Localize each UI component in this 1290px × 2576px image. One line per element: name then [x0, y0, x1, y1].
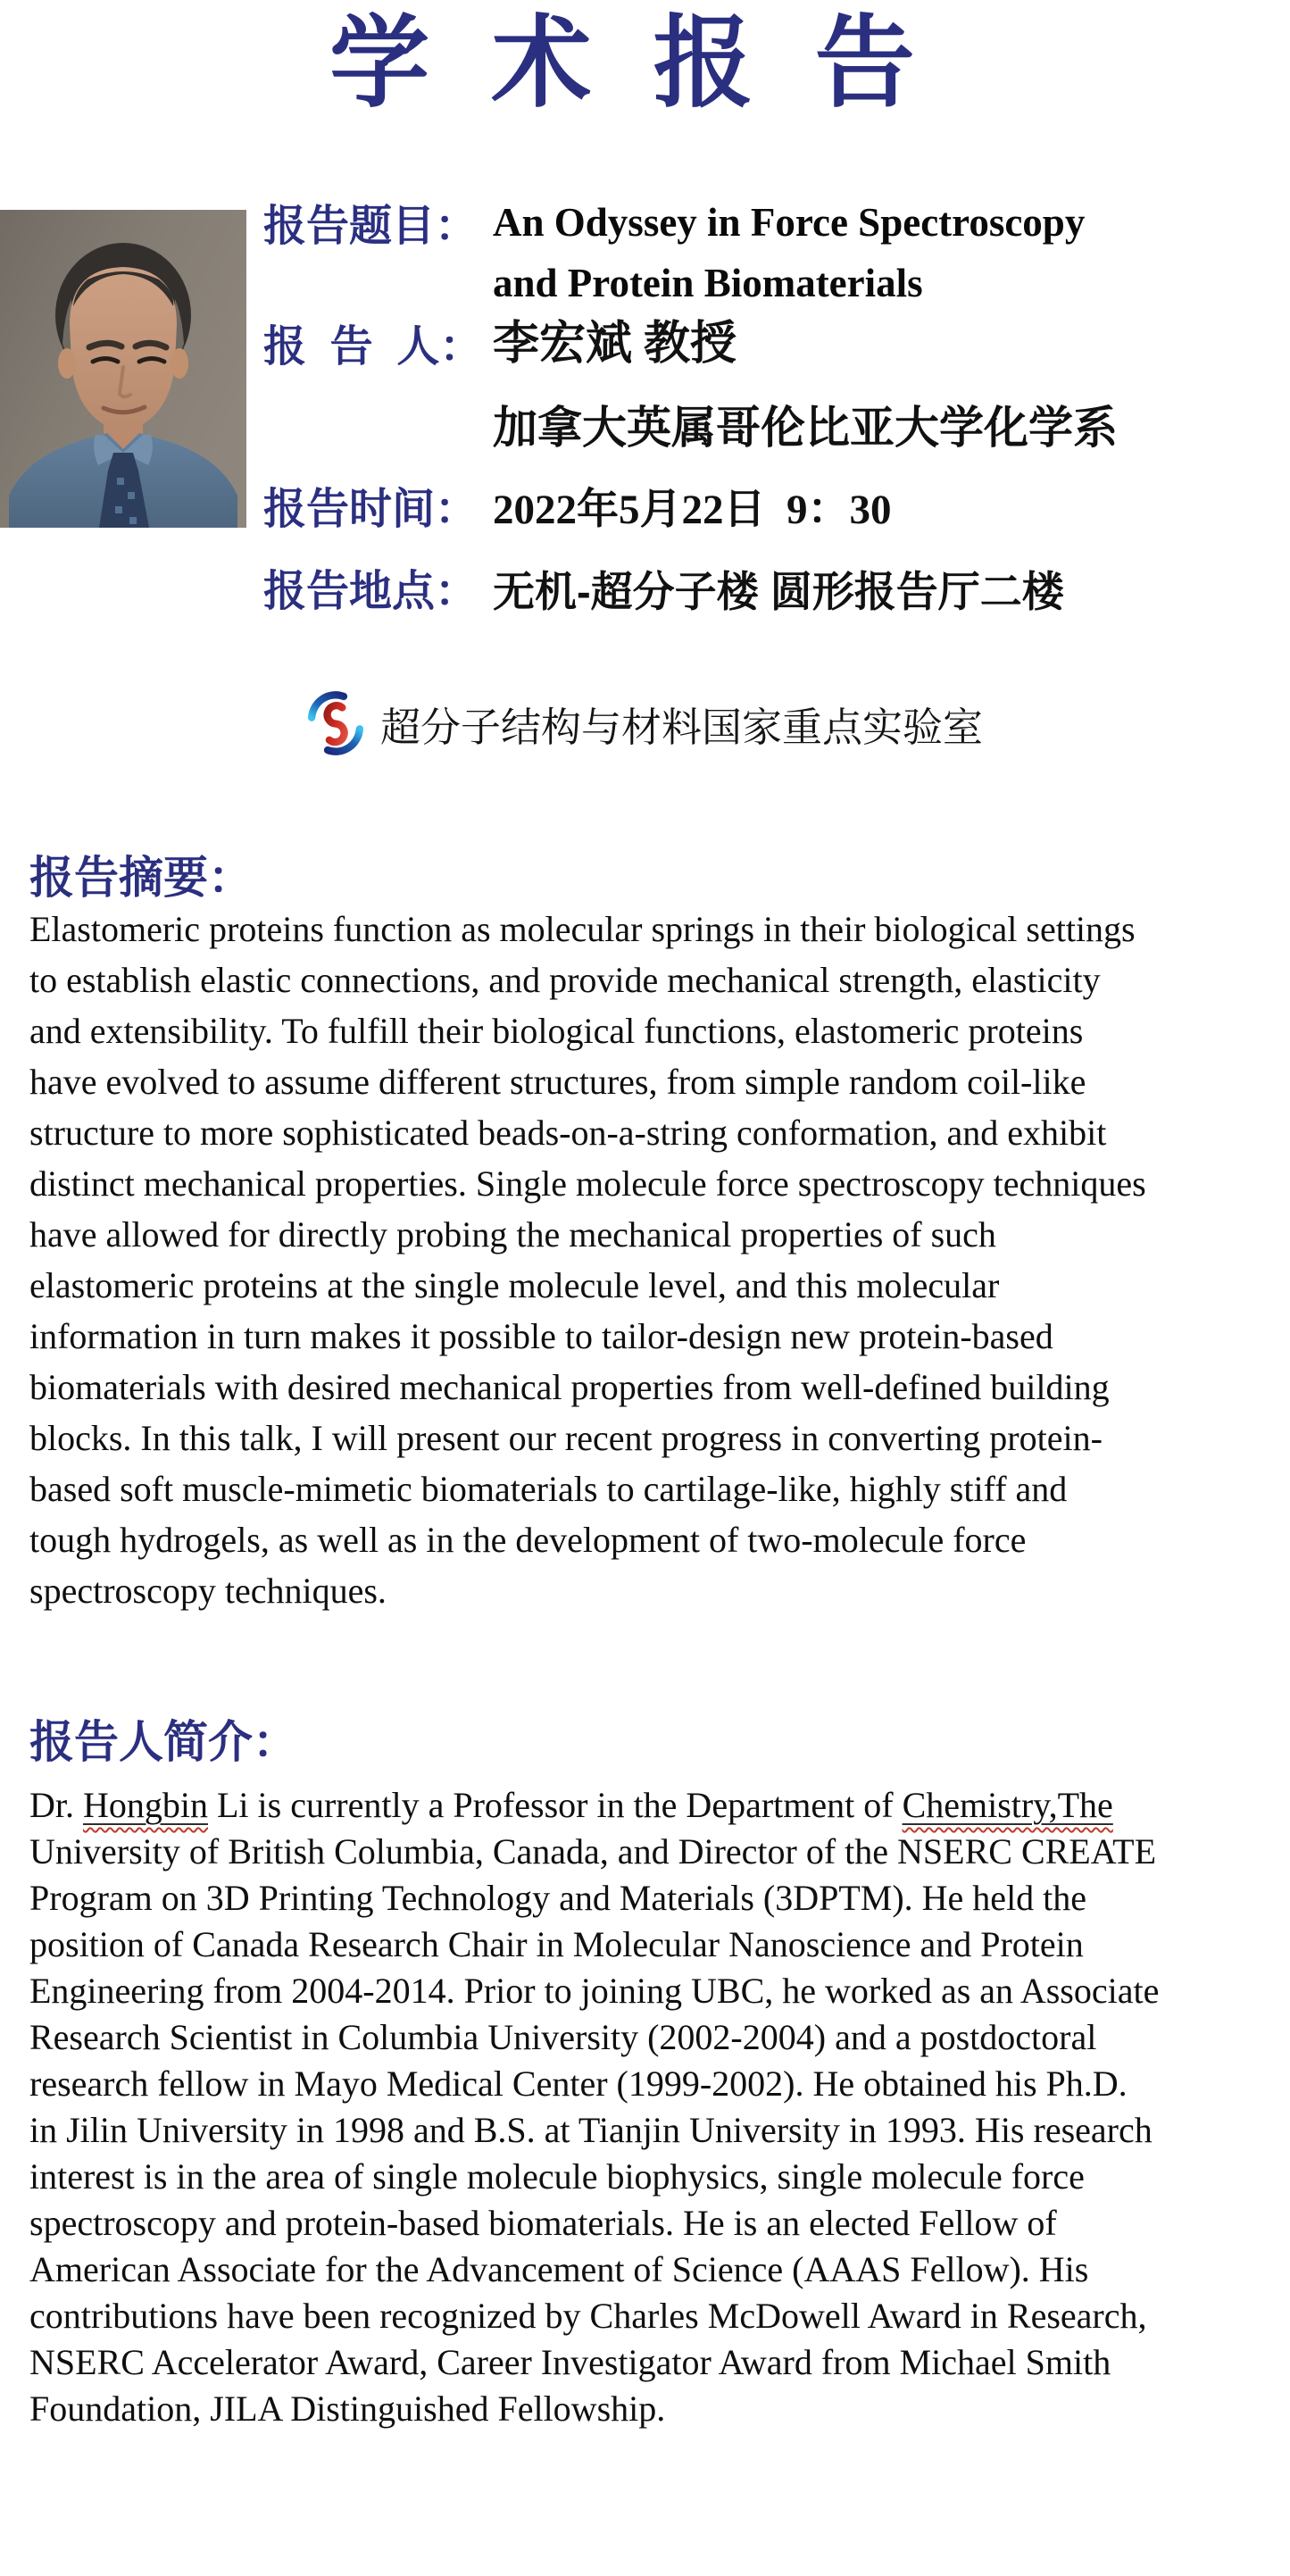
topic-label: 报告题目： — [263, 203, 479, 250]
text-line: elastomeric proteins at the single molecule level, and this molecular — [29, 1265, 1000, 1305]
spellchecked-word-text: Hongbin — [83, 1785, 208, 1825]
spellchecked-word — [903, 1785, 1113, 1825]
text-line: in Jilin University in 1998 and B.S. at Tianjin University in 1993. His research — [29, 2110, 1153, 2150]
text-line: distinct mechanical properties. Single molecule force spectroscopy techniques — [29, 1163, 1146, 1204]
lab-logo-icon — [307, 690, 364, 756]
lab-banner — [0, 680, 1290, 766]
bio-intro-text: Li is currently a Professor in the Department of — [208, 1785, 903, 1825]
text-line: biomaterials with desired mechanical properties from well-defined building — [29, 1367, 1110, 1407]
text-line: have allowed for directly probing the mechanical properties of such — [29, 1214, 996, 1255]
text-line: Engineering from 2004-2014. Prior to joining UBC, he worked as an Associate — [29, 1971, 1160, 2011]
text-line: and extensibility. To fulfill their biological functions, elastomeric proteins — [29, 1011, 1084, 1051]
topic-line1: An Odyssey in Force Spectroscopy — [493, 200, 1086, 245]
text-line: Program on 3D Printing Technology and Materials (3DPTM). He held the — [29, 1878, 1087, 1918]
speaker-label: 报 告 人： — [263, 323, 483, 371]
portrait-graphic — [0, 210, 246, 528]
text-line: research fellow in Mayo Medical Center (1999-2002). He obtained his Ph.D. — [29, 2063, 1128, 2104]
spellchecked-word-text: Chemistry,The — [902, 1785, 1113, 1825]
bio-paragraph — [29, 1782, 1279, 2432]
text-line: Foundation, JILA Distinguished Fellowship. — [29, 2388, 666, 2429]
text-line: American Associate for the Advancement of Science (AAAS Fellow). His — [29, 2249, 1089, 2289]
bio-intro-text: Dr. — [29, 1785, 83, 1825]
text-line: have evolved to assume different structures, from simple random coil-like — [29, 1062, 1086, 1102]
text-line: tough hydrogels, as well as in the development of two-molecule force — [29, 1520, 1027, 1560]
bio-heading: 报告人简介： — [29, 1717, 297, 1767]
text-line: University of British Columbia, Canada, and Director of the NSERC CREATE — [29, 1831, 1157, 1872]
speaker-name: 李宏斌 教授 — [493, 319, 737, 370]
text-line: spectroscopy techniques. — [29, 1571, 387, 1611]
text-line: position of Canada Research Chair in Molecular Nanoscience and Protein — [29, 1924, 1084, 1964]
time-label: 报告时间： — [263, 486, 479, 533]
abstract-heading: 报告摘要： — [29, 853, 253, 903]
text-line: spectroscopy and protein-based biomaterials. He is an elected Fellow of — [29, 2203, 1057, 2243]
text-line: Elastomeric proteins function as molecular springs in their biological settings — [29, 909, 1136, 949]
speaker-photo — [0, 210, 246, 528]
abstract-paragraph — [29, 904, 1279, 1616]
topic-line2: and Protein Biomaterials — [493, 261, 923, 305]
text-line: blocks. In this talk, I will present our recent progress in converting protein- — [29, 1418, 1103, 1458]
text-line: interest is in the area of single molecule biophysics, single molecule force — [29, 2156, 1085, 2197]
text-line: structure to more sophisticated beads-on-a-string conformation, and exhibit — [29, 1113, 1107, 1153]
speaker-affiliation: 加拿大英属哥伦比亚大学化学系 — [493, 403, 1118, 453]
text-line: NSERC Accelerator Award, Career Investigator Award from Michael Smith — [29, 2342, 1111, 2382]
lab-name: 超分子结构与材料国家重点实验室 — [379, 704, 983, 750]
bio-intro-line — [29, 1782, 1279, 1829]
venue-value: 无机-超分子楼 圆形报告厅二楼 — [493, 568, 1064, 615]
text-line: information in turn makes it possible to tailor-design new protein-based — [29, 1316, 1053, 1356]
spellchecked-word — [83, 1785, 208, 1825]
page-title: 学 术 报 告 — [329, 7, 932, 119]
text-line: based soft muscle-mimetic biomaterials to cartilage-like, highly stiff and — [29, 1469, 1068, 1509]
venue-label: 报告地点： — [263, 568, 479, 615]
text-line: to establish elastic connections, and provide mechanical strength, elasticity — [29, 960, 1101, 1000]
time-value: 2022年5月22日 9：30 — [493, 487, 892, 533]
text-line: contributions have been recognized by Charles McDowell Award in Research, — [29, 2296, 1147, 2336]
text-line: Research Scientist in Columbia University (2002-2004) and a postdoctoral — [29, 2017, 1097, 2057]
